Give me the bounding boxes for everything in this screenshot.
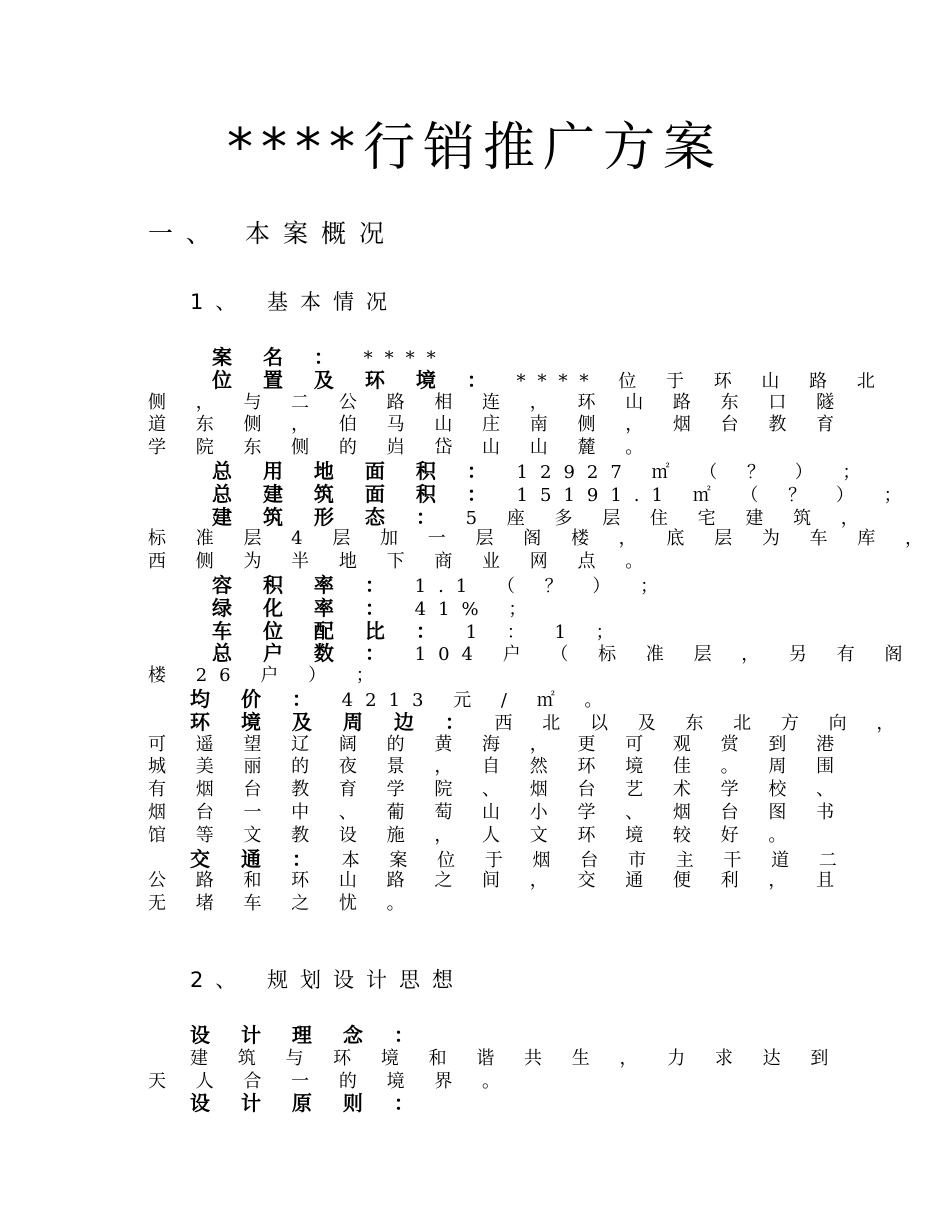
field-label: 绿 化 率 ： [212, 595, 397, 620]
field-line [148, 481, 914, 506]
field-continuation: 建 筑 与 环 境 和 谐 共 生 ， 力 求 达 到 [190, 1047, 841, 1069]
field-label: 容 积 率 ： [212, 572, 397, 597]
field-continuation: 公 路 和 环 山 路 之 间 ， 交 通 便 利 ， 且 [148, 870, 847, 892]
field-label: 均 价 ： [190, 686, 324, 711]
field-value: 104 户 （ 标 准 层 ， 另 有 阁 [396, 644, 915, 666]
field-value: **** [345, 348, 448, 369]
basic-info-block [148, 345, 935, 916]
field-value: 5 座 多 层 住 宅 建 筑 ， [447, 507, 871, 529]
field-value: 12927 ㎡ （ ？ ） ； [498, 461, 873, 483]
field-label: 车 位 配 比 ： [212, 618, 448, 643]
field-line [148, 574, 828, 597]
field-label: 设 计 原 则 ： [190, 1091, 426, 1116]
field-label: 环 境 及 周 边 ： [190, 709, 477, 734]
field-continuation: 可 遥 望 辽 阔 的 黄 海 ， 更 可 观 赏 到 港 [148, 733, 847, 755]
field-continuation: 楼 26 户 ） ； [148, 665, 386, 687]
field-value: **** 位 于 环 山 路 北 [498, 370, 887, 392]
field-continuation: 无 堵 车 之 忧 。 [148, 893, 417, 915]
field-label: 总 建 筑 面 积 ： [212, 481, 499, 506]
field-line [148, 620, 828, 643]
field-label: 案 名 ： [212, 345, 346, 369]
field-line [148, 346, 828, 369]
document-title: ****行销推广方案 [226, 118, 723, 178]
field-label: 设 计 理 念 ： [190, 1023, 426, 1047]
field-continuation: 标 准 层 4 层 加 一 层 阁 楼 ， 底 层 为 车 库 ， [148, 528, 935, 550]
field-label: 总 户 数 ： [212, 641, 397, 666]
field-line [148, 597, 828, 620]
field-value: 1.1 （ ？ ） ； [396, 575, 671, 597]
field-line [148, 1024, 828, 1047]
field-continuation: 学 院 东 侧 的 岿 岱 山 山 麓 。 [148, 437, 656, 459]
design-block [148, 1023, 841, 1116]
field-line [148, 504, 871, 529]
subsection-heading-design: 2、 规划设计思想 [190, 968, 466, 992]
field-continuation: 天 人 合 一 的 境 界 。 [148, 1070, 513, 1092]
field-label: 建 筑 形 态 ： [212, 504, 448, 529]
field-continuation: 西 侧 为 半 地 下 商 业 网 点 。 [148, 551, 656, 573]
field-line [148, 458, 873, 483]
field-value: 15191.1 ㎡ （ ？ ） ； [498, 484, 914, 506]
field-label: 交 通 ： [190, 846, 324, 871]
field-line [148, 688, 828, 711]
field-continuation: 烟 台 一 中 、 葡 萄 山 小 学 、 烟 台 图 书 [148, 801, 847, 823]
field-line [148, 367, 887, 392]
field-line [148, 846, 849, 871]
field-value: 西 北 以 及 东 北 方 向 ， [476, 712, 907, 734]
field-continuation: 馆 等 文 教 设 施 ， 人 文 环 境 较 好 。 [148, 824, 799, 846]
field-line [148, 709, 907, 734]
field-value: 本 案 位 于 烟 台 市 主 干 道 二 [323, 849, 849, 871]
field-label: 总 用 地 面 积 ： [212, 458, 499, 483]
field-value: 4213 元 / ㎡ 。 [323, 689, 615, 711]
field-value: 41% ； [396, 598, 539, 620]
section-heading-overview: 一、 本案概况 [148, 219, 397, 248]
field-continuation: 道 东 侧 ， 伯 马 山 庄 南 侧 ， 烟 台 教 育 [148, 414, 847, 436]
field-line [148, 1092, 828, 1115]
field-continuation: 城 美 丽 的 夜 景 ， 自 然 环 境 佳 。 周 围 [148, 756, 847, 778]
subsection-heading-basic-info: 1、 基本情况 [190, 290, 400, 314]
field-label: 位 置 及 环 境 ： [212, 367, 499, 392]
field-line [148, 641, 915, 666]
field-value: 1 ： 1 ； [447, 621, 626, 643]
field-continuation: 有 烟 台 教 育 学 院 、 烟 台 艺 术 学 校 、 [148, 779, 847, 801]
field-continuation: 侧 ， 与 二 公 路 相 连 ， 环 山 路 东 口 隧 [148, 391, 847, 413]
